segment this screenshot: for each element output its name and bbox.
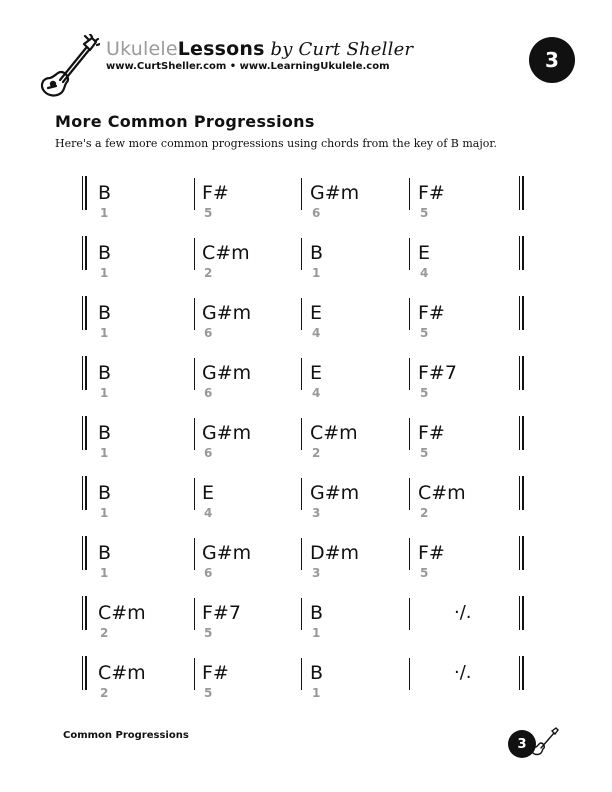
chord-name: E xyxy=(310,302,323,324)
progression-row xyxy=(82,472,532,532)
scale-degree: 5 xyxy=(420,386,429,400)
progression-row xyxy=(82,532,532,592)
barline xyxy=(409,418,410,450)
scale-degree: 5 xyxy=(204,206,213,220)
scale-degree: 6 xyxy=(204,326,213,340)
intro-text: Here's a few more common progressions using chords from the key of B major. xyxy=(55,137,497,150)
barline xyxy=(194,418,195,450)
scale-degree: 5 xyxy=(420,326,429,340)
barline xyxy=(194,538,195,570)
barline xyxy=(194,298,195,330)
brand-author: by Curt Sheller xyxy=(264,39,414,60)
barline xyxy=(194,358,195,390)
barline xyxy=(194,598,195,630)
scale-degree: 2 xyxy=(312,446,321,460)
chord-name: B xyxy=(98,242,112,264)
end-barline xyxy=(519,536,524,570)
chord-name: F#7 xyxy=(418,362,457,384)
start-barline xyxy=(82,296,87,330)
chord-name: G#m xyxy=(310,482,360,504)
barline xyxy=(301,658,302,690)
scale-degree: 5 xyxy=(420,206,429,220)
chord-name: B xyxy=(98,482,112,504)
scale-degree: 5 xyxy=(420,566,429,580)
chord-name: F# xyxy=(202,662,229,684)
chord-name: F#7 xyxy=(202,602,241,624)
chord-name: F# xyxy=(418,182,445,204)
scale-degree: 4 xyxy=(312,386,321,400)
chord-name: B xyxy=(310,602,324,624)
chord-name: B xyxy=(98,182,112,204)
chord-name: G#m xyxy=(202,542,252,564)
ukulele-icon xyxy=(36,34,100,100)
barline xyxy=(409,478,410,510)
chord-name: B xyxy=(310,662,324,684)
chord-name: B xyxy=(310,242,324,264)
chord-name: C#m xyxy=(202,242,250,264)
progression-row xyxy=(82,172,532,232)
chord-name: G#m xyxy=(202,302,252,324)
progression-list xyxy=(82,172,532,712)
end-barline xyxy=(519,236,524,270)
scale-degree: 5 xyxy=(420,446,429,460)
scale-degree: 6 xyxy=(204,566,213,580)
progression-row xyxy=(82,232,532,292)
barline xyxy=(194,178,195,210)
brand-ukulele: Ukulele xyxy=(106,38,178,60)
barline xyxy=(409,538,410,570)
chord-name: D#m xyxy=(310,542,360,564)
chord-name: C#m xyxy=(98,602,146,624)
barline xyxy=(301,298,302,330)
scale-degree: 2 xyxy=(100,626,109,640)
scale-degree: 4 xyxy=(420,266,429,280)
scale-degree: 2 xyxy=(100,686,109,700)
progression-row xyxy=(82,412,532,472)
footer-label: Common Progressions xyxy=(63,730,189,741)
barline xyxy=(301,358,302,390)
chord-name: B xyxy=(98,362,112,384)
barline xyxy=(194,238,195,270)
progression-row xyxy=(82,592,532,652)
start-barline xyxy=(82,356,87,390)
progression-row xyxy=(82,352,532,412)
chord-name: G#m xyxy=(202,422,252,444)
end-barline xyxy=(519,296,524,330)
chord-name: E xyxy=(418,242,431,264)
end-barline xyxy=(519,656,524,690)
scale-degree: 6 xyxy=(204,446,213,460)
barline xyxy=(301,238,302,270)
chord-name: G#m xyxy=(310,182,360,204)
barline xyxy=(194,658,195,690)
barline xyxy=(301,538,302,570)
barline xyxy=(409,658,410,690)
end-barline xyxy=(519,476,524,510)
barline xyxy=(194,478,195,510)
barline xyxy=(409,238,410,270)
end-barline xyxy=(519,176,524,210)
scale-degree: 1 xyxy=(100,446,109,460)
barline xyxy=(409,178,410,210)
start-barline xyxy=(82,236,87,270)
chord-name: B xyxy=(98,302,112,324)
scale-degree: 1 xyxy=(312,266,321,280)
chord-name: F# xyxy=(418,542,445,564)
scale-degree: 4 xyxy=(204,506,213,520)
scale-degree: 1 xyxy=(100,506,109,520)
end-barline xyxy=(519,356,524,390)
barline xyxy=(409,598,410,630)
chord-name: F# xyxy=(202,182,229,204)
footer-ukulele-icon xyxy=(530,726,560,756)
scale-degree: 1 xyxy=(312,626,321,640)
scale-degree: 3 xyxy=(312,566,321,580)
chord-name: C#m xyxy=(418,482,466,504)
chord-name: E xyxy=(310,362,323,384)
chord-name: F# xyxy=(418,422,445,444)
brand-title xyxy=(106,38,413,60)
start-barline xyxy=(82,596,87,630)
repeat-sign: ·/. xyxy=(454,602,472,623)
barline xyxy=(409,298,410,330)
scale-degree: 1 xyxy=(312,686,321,700)
barline xyxy=(301,418,302,450)
chord-name: F# xyxy=(418,302,445,324)
scale-degree: 1 xyxy=(100,206,109,220)
start-barline xyxy=(82,416,87,450)
scale-degree: 1 xyxy=(100,326,109,340)
page-number-badge: 3 xyxy=(529,37,575,83)
repeat-sign: ·/. xyxy=(454,662,472,683)
scale-degree: 5 xyxy=(204,626,213,640)
chord-name: B xyxy=(98,422,112,444)
page-title: More Common Progressions xyxy=(55,112,315,131)
scale-degree: 5 xyxy=(204,686,213,700)
start-barline xyxy=(82,176,87,210)
progression-row xyxy=(82,292,532,352)
barline xyxy=(301,598,302,630)
website-urls: www.CurtSheller.com • www.LearningUkulele.com xyxy=(106,61,390,72)
chord-name: G#m xyxy=(202,362,252,384)
barline xyxy=(409,358,410,390)
start-barline xyxy=(82,476,87,510)
start-barline xyxy=(82,656,87,690)
scale-degree: 3 xyxy=(312,506,321,520)
scale-degree: 6 xyxy=(204,386,213,400)
scale-degree: 2 xyxy=(204,266,213,280)
chord-name: C#m xyxy=(98,662,146,684)
footer-page-number: 3 xyxy=(508,730,536,758)
scale-degree: 2 xyxy=(420,506,429,520)
barline xyxy=(301,178,302,210)
chord-name: C#m xyxy=(310,422,358,444)
scale-degree: 6 xyxy=(312,206,321,220)
scale-degree: 1 xyxy=(100,566,109,580)
start-barline xyxy=(82,536,87,570)
chord-name: B xyxy=(98,542,112,564)
end-barline xyxy=(519,596,524,630)
progression-row xyxy=(82,652,532,712)
brand-lessons: Lessons xyxy=(177,38,265,60)
end-barline xyxy=(519,416,524,450)
scale-degree: 1 xyxy=(100,266,109,280)
barline xyxy=(301,478,302,510)
chord-name: E xyxy=(202,482,215,504)
page-header xyxy=(36,34,576,104)
scale-degree: 1 xyxy=(100,386,109,400)
scale-degree: 4 xyxy=(312,326,321,340)
